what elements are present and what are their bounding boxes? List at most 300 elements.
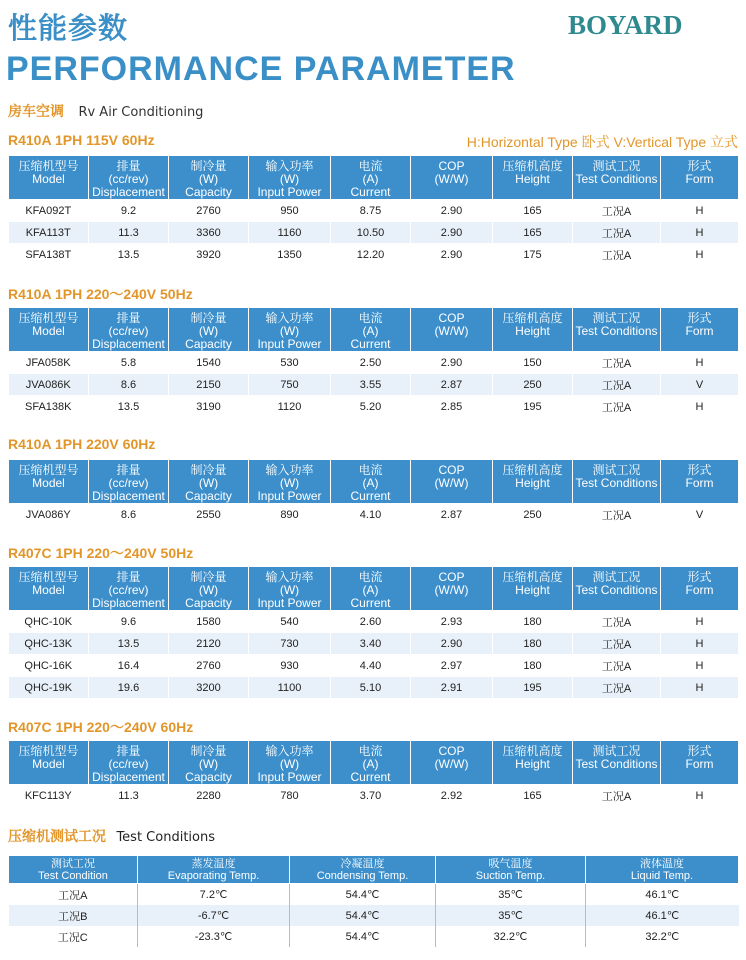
column-header-en: Model	[32, 583, 65, 597]
table-cell: 8.6	[89, 374, 169, 396]
table-cell: 3.55	[331, 374, 411, 396]
table-cell: 2.97	[411, 655, 493, 677]
column-header	[249, 567, 331, 611]
test-conditions-column-header	[290, 856, 436, 884]
section-title: R410A 1PH 115V 60Hz	[8, 132, 155, 148]
table-cell: 1540	[169, 352, 249, 374]
table-cell: 2.90	[411, 633, 493, 655]
table-cell: 2760	[169, 655, 249, 677]
column-header	[169, 308, 249, 352]
table-cell: 1350	[249, 244, 331, 266]
column-header-cn: 压缩机高度	[502, 311, 563, 325]
table-cell: 19.6	[89, 677, 169, 699]
column-header	[411, 741, 493, 785]
table-cell: QHC-16K	[9, 655, 89, 677]
column-header	[661, 460, 739, 504]
test-conditions-title-en: Test Conditions	[116, 830, 215, 845]
table-cell: 2.90	[411, 244, 493, 266]
table-cell: 180	[493, 611, 573, 633]
column-header	[9, 460, 89, 504]
table-cell: 16.4	[89, 655, 169, 677]
spec-table	[8, 307, 739, 418]
column-header	[661, 741, 739, 785]
product-subtitle	[8, 101, 203, 121]
column-header-en: Current	[350, 337, 391, 351]
table-row	[9, 504, 739, 526]
test-conditions-table	[8, 855, 739, 947]
column-header-en: Current	[350, 185, 391, 199]
test-conditions-header-row	[9, 856, 739, 884]
table-cell: 2.87	[411, 374, 493, 396]
column-header-cn: 制冷量 (W)	[190, 311, 227, 338]
column-header	[249, 460, 331, 504]
table-cell: 750	[249, 374, 331, 396]
table-cell: 46.1℃	[586, 884, 739, 906]
table-cell: 54.4℃	[290, 905, 436, 926]
table-cell: 3190	[169, 396, 249, 418]
table-cell: 46.1℃	[586, 905, 739, 926]
table-cell: 工况B	[9, 905, 138, 926]
column-header	[89, 460, 169, 504]
column-header	[89, 741, 169, 785]
table-cell: 工况A	[573, 200, 661, 222]
column-header-en: Capacity	[185, 185, 232, 199]
column-header-cn: 压缩机高度	[502, 744, 563, 758]
column-header	[493, 567, 573, 611]
table-row	[9, 785, 739, 807]
section-title: R407C 1PH 220～240V 60Hz	[8, 719, 194, 735]
table-cell: 4.10	[331, 504, 411, 526]
table-cell: 195	[493, 677, 573, 699]
column-header-cn: 输入功率 (W)	[265, 570, 314, 597]
column-header	[249, 156, 331, 200]
column-header-en: Test Conditions	[575, 583, 658, 597]
table-cell: 工况A	[573, 222, 661, 244]
column-header	[493, 156, 573, 200]
column-header-en: (W/W)	[434, 757, 469, 771]
column-header-en: Input Power	[257, 185, 322, 199]
column-header-en: Suction Temp.	[475, 869, 546, 882]
column-header-en: Current	[350, 596, 391, 610]
table-cell: 工况A	[573, 352, 661, 374]
table-cell: 35℃	[436, 884, 586, 906]
column-header-cn: 形式	[687, 311, 712, 325]
table-cell: H	[661, 633, 739, 655]
table-cell: 2.50	[331, 352, 411, 374]
table-cell: 780	[249, 785, 331, 807]
table-cell: 540	[249, 611, 331, 633]
table-cell: 54.4℃	[290, 884, 436, 906]
column-header	[331, 567, 411, 611]
column-header-cn: COP	[438, 744, 465, 758]
column-header-cn: 制冷量 (W)	[190, 463, 227, 490]
table-cell: 工况A	[573, 504, 661, 526]
column-header-cn: COP	[438, 311, 465, 325]
table-cell: 950	[249, 200, 331, 222]
column-header	[9, 308, 89, 352]
table-cell: 35℃	[436, 905, 586, 926]
column-header-cn: COP	[438, 159, 465, 173]
table-row	[9, 374, 739, 396]
table-cell: 165	[493, 785, 573, 807]
column-header	[249, 308, 331, 352]
column-header-en: Displacement	[92, 596, 165, 610]
column-header-cn: 制冷量 (W)	[190, 570, 227, 597]
column-header-en: Model	[32, 476, 65, 490]
table-cell: 165	[493, 222, 573, 244]
table-cell: V	[661, 374, 739, 396]
column-header-cn: 压缩机型号	[18, 463, 79, 477]
column-header-cn: 排量 (cc/rev)	[108, 744, 149, 771]
column-header-en: Current	[350, 489, 391, 503]
column-header-cn: 排量 (cc/rev)	[108, 159, 149, 186]
table-row	[9, 222, 739, 244]
column-header	[89, 156, 169, 200]
column-header	[411, 156, 493, 200]
table-cell: 13.5	[89, 633, 169, 655]
column-header-en: Displacement	[92, 337, 165, 351]
table-cell: H	[661, 244, 739, 266]
table-cell: 工况A	[573, 785, 661, 807]
column-header	[169, 156, 249, 200]
column-header	[573, 308, 661, 352]
column-header-en: Height	[515, 757, 550, 771]
column-header-en: Input Power	[257, 770, 322, 784]
table-cell: 2.90	[411, 222, 493, 244]
table-cell: 8.6	[89, 504, 169, 526]
column-header-en: Test Conditions	[575, 476, 658, 490]
table-cell: 工况A	[573, 611, 661, 633]
spec-header-row	[9, 308, 739, 352]
test-conditions-column-header	[436, 856, 586, 884]
table-cell: H	[661, 785, 739, 807]
column-header-en: Condensing Temp.	[316, 869, 409, 882]
column-header-cn: 吸气温度	[488, 857, 533, 870]
column-header-en: Test Conditions	[575, 757, 658, 771]
column-header	[411, 460, 493, 504]
column-header	[169, 567, 249, 611]
column-header	[661, 308, 739, 352]
column-header-cn: 测试工况	[592, 463, 641, 477]
column-header-en: Form	[685, 172, 714, 186]
column-header-en: (W/W)	[434, 583, 469, 597]
table-cell: 32.2℃	[436, 926, 586, 947]
table-cell: 13.5	[89, 396, 169, 418]
column-header-cn: 压缩机高度	[502, 159, 563, 173]
table-cell: V	[661, 504, 739, 526]
table-cell: 工况A	[573, 244, 661, 266]
table-cell: 7.2℃	[138, 884, 290, 906]
column-header-en: Form	[685, 583, 714, 597]
table-cell: 工况A	[58, 889, 88, 902]
table-cell: 2.90	[411, 200, 493, 222]
column-header-en: Capacity	[185, 596, 232, 610]
section-title: R407C 1PH 220～240V 50Hz	[8, 545, 194, 561]
column-header-cn: 压缩机高度	[502, 570, 563, 584]
table-cell: 2.87	[411, 504, 493, 526]
table-cell: 1160	[249, 222, 331, 244]
column-header-en: Test Conditions	[575, 172, 658, 186]
table-row	[9, 244, 739, 266]
table-cell: 8.75	[331, 200, 411, 222]
column-header	[9, 156, 89, 200]
column-header-en: Model	[32, 324, 65, 338]
table-cell: 730	[249, 633, 331, 655]
table-cell: KFC113Y	[9, 785, 89, 807]
table-cell: 1120	[249, 396, 331, 418]
column-header-cn: 排量 (cc/rev)	[108, 570, 149, 597]
table-row	[9, 200, 739, 222]
column-header-en: Height	[515, 583, 550, 597]
column-header-cn: 测试工况	[592, 159, 641, 173]
column-header-en: Height	[515, 172, 550, 186]
table-cell: 3360	[169, 222, 249, 244]
table-cell: 1580	[169, 611, 249, 633]
table-row	[9, 655, 739, 677]
column-header-en: Form	[685, 324, 714, 338]
table-cell: 195	[493, 396, 573, 418]
table-row	[9, 677, 739, 699]
table-cell: H	[661, 677, 739, 699]
spec-header-row	[9, 156, 739, 200]
table-cell: 530	[249, 352, 331, 374]
table-cell: 工况A	[573, 396, 661, 418]
table-cell: 13.5	[89, 244, 169, 266]
table-cell: H	[661, 611, 739, 633]
column-header-en: Evaporating Temp.	[167, 869, 260, 882]
column-header-cn: 液体温度	[640, 857, 684, 870]
table-cell: 2.92	[411, 785, 493, 807]
table-cell: JFA058K	[9, 352, 89, 374]
column-header	[331, 308, 411, 352]
column-header-en: (W/W)	[434, 476, 469, 490]
table-cell: SFA138K	[9, 396, 89, 418]
column-header	[661, 567, 739, 611]
table-cell: 1100	[249, 677, 331, 699]
table-cell: 2760	[169, 200, 249, 222]
test-conditions-column-header	[9, 856, 138, 884]
column-header-en: Displacement	[92, 185, 165, 199]
table-cell: 165	[493, 200, 573, 222]
table-cell: 11.3	[89, 785, 169, 807]
column-header-en: Form	[685, 476, 714, 490]
table-cell: 2.85	[411, 396, 493, 418]
column-header-en: Height	[515, 476, 550, 490]
column-header-en: Input Power	[257, 337, 322, 351]
table-cell: H	[661, 655, 739, 677]
table-cell: 4.40	[331, 655, 411, 677]
column-header	[89, 308, 169, 352]
table-cell: KFA113T	[9, 222, 89, 244]
table-cell: 2.90	[411, 352, 493, 374]
table-row	[9, 352, 739, 374]
table-cell: 2.93	[411, 611, 493, 633]
table-cell: 2280	[169, 785, 249, 807]
column-header-cn: 压缩机型号	[18, 570, 79, 584]
column-header	[493, 308, 573, 352]
column-header	[169, 460, 249, 504]
table-cell: H	[661, 396, 739, 418]
spec-header-row	[9, 741, 739, 785]
column-header-en: Current	[350, 770, 391, 784]
column-header-en: Capacity	[185, 337, 232, 351]
section-title: R410A 1PH 220V 60Hz	[8, 436, 156, 452]
column-header-en: Capacity	[185, 489, 232, 503]
column-header-cn: 测试工况	[51, 857, 95, 870]
table-cell: 2.60	[331, 611, 411, 633]
column-header-cn: COP	[438, 570, 465, 584]
table-cell: 9.6	[89, 611, 169, 633]
spec-table	[8, 155, 739, 266]
column-header-cn: 电流 (A)	[358, 744, 383, 771]
column-header	[573, 567, 661, 611]
table-cell: 工况A	[573, 677, 661, 699]
table-cell: 2.91	[411, 677, 493, 699]
column-header-en: Model	[32, 757, 65, 771]
table-cell: 250	[493, 504, 573, 526]
table-cell: H	[661, 222, 739, 244]
column-header-en: Test Condition	[38, 869, 108, 882]
column-header-en: (W/W)	[434, 172, 469, 186]
column-header-cn: 电流 (A)	[358, 159, 383, 186]
table-cell: QHC-10K	[9, 611, 89, 633]
table-cell: JVA086K	[9, 374, 89, 396]
column-header	[573, 460, 661, 504]
brand-logo: BOYARD	[568, 10, 683, 40]
column-header-cn: 测试工况	[592, 744, 641, 758]
column-header-en: Model	[32, 172, 65, 186]
table-cell: 930	[249, 655, 331, 677]
column-header	[331, 156, 411, 200]
column-header-en: Form	[685, 757, 714, 771]
table-cell: 工况C	[57, 931, 88, 944]
column-header-cn: 压缩机型号	[18, 744, 79, 758]
table-cell: 2120	[169, 633, 249, 655]
column-header	[331, 460, 411, 504]
subtitle-cn: 房车空调	[8, 104, 64, 120]
table-cell: 2150	[169, 374, 249, 396]
table-cell: 150	[493, 352, 573, 374]
column-header-cn: 压缩机型号	[18, 159, 79, 173]
column-header	[493, 741, 573, 785]
table-cell: 250	[493, 374, 573, 396]
column-header-en: Input Power	[257, 489, 322, 503]
table-cell: 175	[493, 244, 573, 266]
column-header-en: Capacity	[185, 770, 232, 784]
column-header	[169, 741, 249, 785]
column-header	[411, 308, 493, 352]
table-cell: 3920	[169, 244, 249, 266]
section-title: R410A 1PH 220～240V 50Hz	[8, 286, 193, 302]
column-header	[573, 156, 661, 200]
column-header-cn: 形式	[687, 159, 712, 173]
table-cell: QHC-19K	[9, 677, 89, 699]
column-header-cn: 排量 (cc/rev)	[108, 463, 149, 490]
subtitle-en: Rv Air Conditioning	[78, 105, 204, 120]
column-header-cn: 输入功率 (W)	[265, 311, 314, 338]
spec-table	[8, 459, 739, 526]
form-type-legend: H:Horizontal Type 卧式 V:Vertical Type 立式	[466, 134, 738, 150]
test-conditions-column-header	[586, 856, 739, 884]
column-header-cn: 电流 (A)	[358, 311, 383, 338]
column-header	[89, 567, 169, 611]
column-header	[493, 460, 573, 504]
test-conditions-title-cn: 压缩机测试工况	[8, 829, 106, 845]
table-cell: 11.3	[89, 222, 169, 244]
column-header	[411, 567, 493, 611]
column-header-en: Displacement	[92, 489, 165, 503]
table-cell: KFA092T	[9, 200, 89, 222]
table-cell: 32.2℃	[586, 926, 739, 947]
spec-header-row	[9, 567, 739, 611]
table-cell: JVA086Y	[9, 504, 89, 526]
table-cell: H	[661, 352, 739, 374]
table-cell: 890	[249, 504, 331, 526]
spec-table	[8, 740, 739, 807]
test-conditions-title	[8, 826, 215, 846]
column-header-cn: 输入功率 (W)	[265, 463, 314, 490]
table-row	[9, 396, 739, 418]
column-header-en: Test Conditions	[575, 324, 658, 338]
spec-header-row	[9, 460, 739, 504]
column-header-en: (W/W)	[434, 324, 469, 338]
column-header	[9, 567, 89, 611]
column-header-cn: 输入功率 (W)	[265, 744, 314, 771]
column-header	[661, 156, 739, 200]
table-cell: 3.40	[331, 633, 411, 655]
table-cell: 12.20	[331, 244, 411, 266]
column-header-en: Height	[515, 324, 550, 338]
table-cell: 2550	[169, 504, 249, 526]
table-row	[9, 611, 739, 633]
table-row	[9, 633, 739, 655]
page-title-en: PERFORMANCE PARAMETER	[6, 50, 516, 88]
test-conditions-column-header	[138, 856, 290, 884]
table-row	[9, 884, 739, 906]
column-header-cn: 形式	[687, 570, 712, 584]
column-header-cn: 测试工况	[592, 311, 641, 325]
column-header-cn: 排量 (cc/rev)	[108, 311, 149, 338]
table-row	[9, 926, 739, 947]
column-header	[331, 741, 411, 785]
table-cell: 10.50	[331, 222, 411, 244]
table-cell: 3.70	[331, 785, 411, 807]
table-cell: 工况A	[573, 633, 661, 655]
table-cell: 5.10	[331, 677, 411, 699]
column-header	[249, 741, 331, 785]
table-cell: 180	[493, 633, 573, 655]
column-header	[9, 741, 89, 785]
spec-table	[8, 566, 739, 699]
column-header-cn: 制冷量 (W)	[190, 159, 227, 186]
column-header-cn: 压缩机高度	[502, 463, 563, 477]
column-header-cn: 冷凝温度	[340, 857, 385, 870]
table-cell: 5.20	[331, 396, 411, 418]
table-cell: H	[661, 200, 739, 222]
column-header-cn: 电流 (A)	[358, 463, 383, 490]
column-header-en: Liquid Temp.	[630, 869, 694, 882]
column-header-cn: 形式	[687, 744, 712, 758]
column-header-cn: COP	[438, 463, 465, 477]
table-cell: -6.7℃	[138, 905, 290, 926]
table-cell: 5.8	[89, 352, 169, 374]
table-cell: 工况A	[573, 374, 661, 396]
table-cell: 9.2	[89, 200, 169, 222]
column-header-cn: 压缩机型号	[18, 311, 79, 325]
column-header-cn: 蒸发温度	[191, 857, 236, 870]
column-header-en: Input Power	[257, 596, 322, 610]
column-header-cn: 制冷量 (W)	[190, 744, 227, 771]
